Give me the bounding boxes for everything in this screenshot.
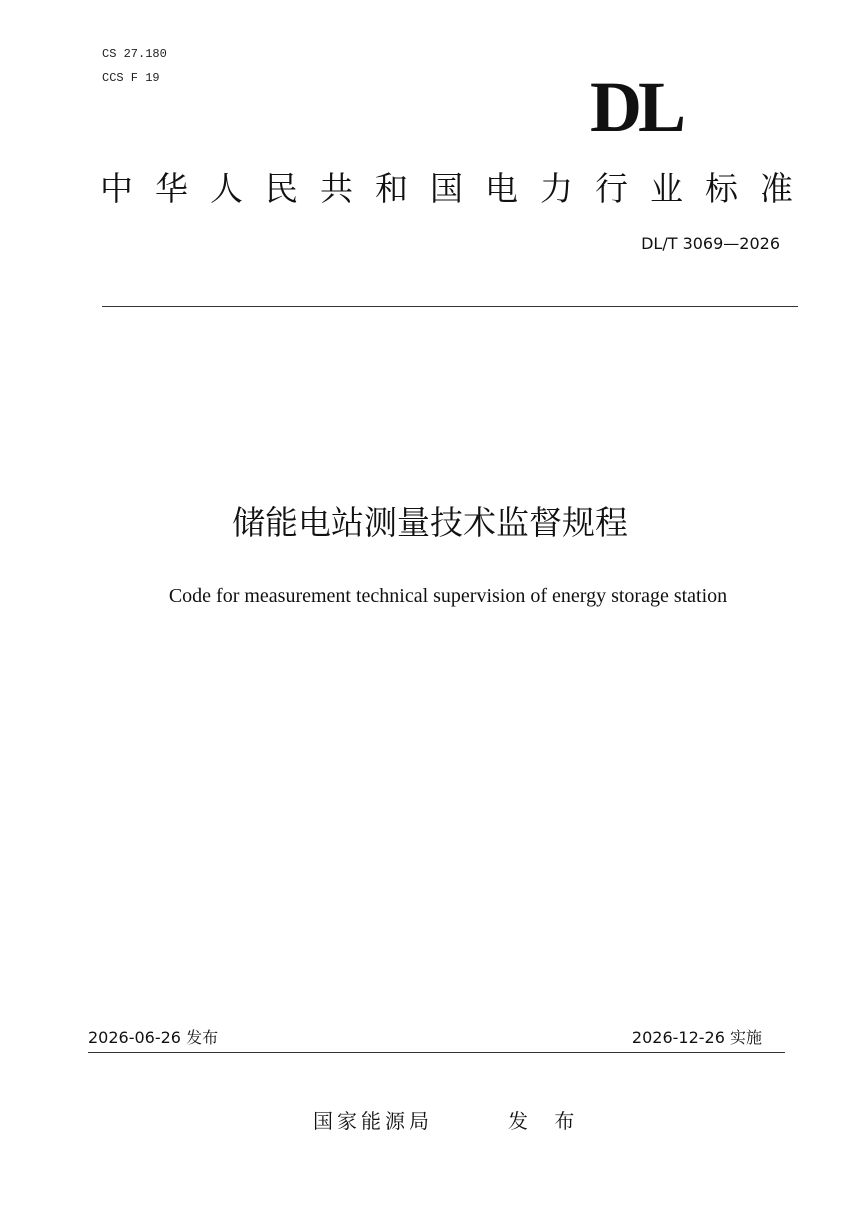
issuer-name: 国家能源局: [313, 1109, 433, 1133]
ics-code: CS 27.180: [102, 47, 167, 61]
issue-date: 2026-06-26 发布: [88, 1028, 219, 1047]
header-divider: [102, 306, 798, 307]
implementation-date: 2026-12-26 实施: [631, 1028, 762, 1047]
ccs-code: CCS F 19: [102, 71, 160, 85]
industry-standard-heading: 中华人民共和国电力行业标准: [100, 169, 815, 208]
standard-number: DL/T 3069—2026: [641, 234, 780, 253]
footer-divider: [88, 1052, 785, 1053]
issuer-action: 发 布: [508, 1109, 585, 1133]
dl-logo: DL: [590, 67, 683, 147]
document-title-en: Code for measurement technical supervision of energy storage station: [168, 585, 728, 607]
document-title-cn: 储能电站测量技术监督规程: [232, 503, 628, 542]
